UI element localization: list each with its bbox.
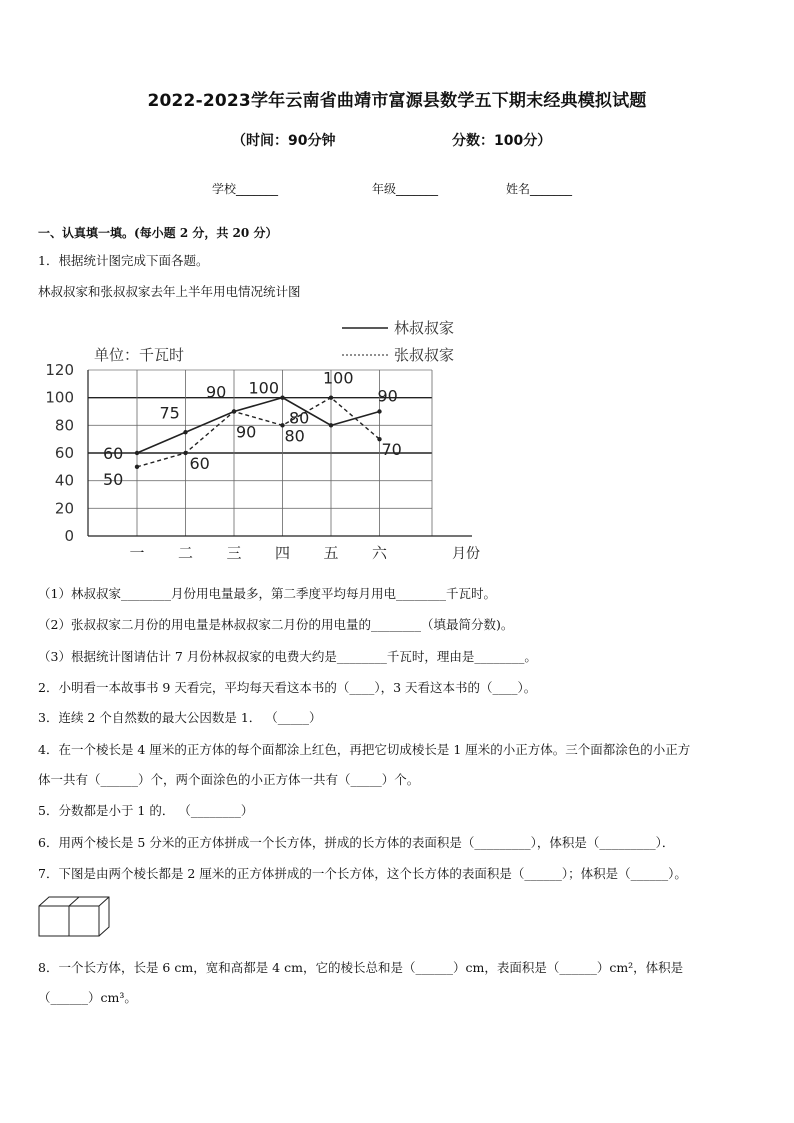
- y-tick-label: 0: [64, 527, 74, 545]
- x-tick-label: 二: [177, 544, 194, 562]
- data-label: 90: [206, 382, 227, 402]
- x-tick-label: 四: [274, 544, 291, 562]
- unit-label: 单位：千瓦时: [94, 346, 185, 364]
- name-field: 姓名_______: [506, 182, 573, 196]
- data-label: 90: [377, 386, 398, 406]
- data-label: 100: [323, 368, 354, 388]
- data-label: 90: [236, 422, 257, 442]
- data-point: [329, 423, 333, 427]
- exam-time: （时间：90分钟: [232, 133, 336, 149]
- question-1-part-2: （2）张叔叔家二月份的用电量是林叔叔家二月份的用电量的________（填最简分数)。: [38, 617, 514, 632]
- y-tick-label: 100: [45, 388, 74, 407]
- question-4-line-1: 4．在一个棱长是 4 厘米的正方体的每个面都涂上红色，再把它切成棱长是 1 厘米的小正方体。三个面都涂色的小正方: [38, 742, 691, 757]
- question-1-part-1: （1）林叔叔家________月份用电量最多，第二季度平均每月用电________千瓦时。: [38, 586, 496, 601]
- data-point: [232, 409, 236, 413]
- data-label: 60: [189, 454, 210, 473]
- question-5: 5．分数都是小于 1 的． （________）: [38, 803, 254, 818]
- x-tick-label: 五: [323, 544, 339, 562]
- data-point: [183, 430, 187, 434]
- page-title: 2022-2023学年云南省曲靖市富源县数学五下期末经典模拟试题: [147, 91, 647, 111]
- data-point: [135, 451, 139, 455]
- y-tick-label: 60: [54, 444, 74, 462]
- y-tick-label: 40: [54, 471, 74, 490]
- question-8-line-1: 8．一个长方体，长是 6 cm，宽和高都是 4 cm，它的棱长总和是（______）cm，表面积是（______）cm²，体积是: [38, 960, 684, 975]
- question-6: 6．用两个棱长是 5 分米的正方体拼成一个长方体，拼成的长方体的表面积是（_________），体积是（_________）．: [38, 835, 675, 850]
- data-label: 50: [103, 469, 124, 489]
- exam-score: 分数：100分）: [452, 133, 552, 149]
- data-label: 60: [103, 444, 124, 463]
- question-3: 3．连续 2 个自然数的最大公因数是 1． （_____）: [38, 710, 322, 725]
- question-2: 2．小明看一本故事书 9 天看完，平均每天看这本书的（____），3 天看这本书的（____）。: [38, 680, 537, 695]
- question-4-line-2: 体一共有（______）个，两个面涂色的小正方体一共有（_____）个。: [38, 772, 420, 787]
- data-point: [377, 409, 381, 413]
- data-label: 70: [381, 440, 402, 460]
- data-point: [329, 395, 333, 399]
- data-label: 80: [284, 426, 305, 446]
- y-tick-label: 120: [45, 361, 74, 379]
- electricity-line-chart: [36, 312, 486, 564]
- x-axis-label: 月份: [452, 546, 480, 562]
- chart-caption: 林叔叔家和张叔叔家去年上半年用电情况统计图: [38, 284, 301, 299]
- legend-label: 林叔叔家: [394, 319, 455, 337]
- data-label: 100: [248, 378, 280, 398]
- school-field: 学校_______: [212, 182, 279, 196]
- question-1: 1．根据统计图完成下面各题。: [38, 253, 209, 268]
- data-point: [183, 451, 187, 455]
- grade-field: 年级_______: [372, 182, 439, 196]
- question-8-line-2: （______）cm³。: [38, 990, 137, 1005]
- data-label: 80: [289, 408, 310, 428]
- x-tick-label: 六: [371, 544, 388, 562]
- x-tick-label: 一: [129, 544, 145, 562]
- y-tick-label: 80: [54, 416, 74, 435]
- y-tick-label: 20: [54, 499, 74, 518]
- data-point: [135, 465, 139, 469]
- data-point: [280, 395, 284, 399]
- x-tick-label: 三: [226, 544, 242, 562]
- legend-label: 张叔叔家: [394, 346, 455, 364]
- two-cubes-figure: [38, 896, 110, 940]
- question-7: 7．下图是由两个棱长都是 2 厘米的正方体拼成的一个长方体，这个长方体的表面积是（______）；体积是（______）。: [38, 866, 687, 881]
- question-1-part-3: （3）根据统计图请估计 7 月份林叔叔家的电费大约是________千瓦时，理由是________。: [38, 649, 537, 664]
- data-label: 75: [159, 403, 180, 423]
- section-heading: 一、认真填一填。(每小题 2 分，共 20 分）: [38, 226, 278, 240]
